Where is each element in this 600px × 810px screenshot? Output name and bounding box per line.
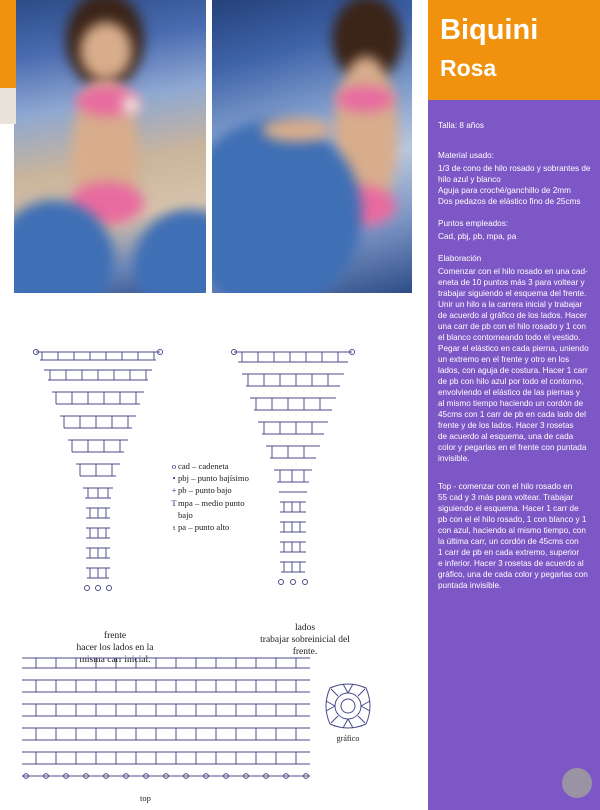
elab-line-8: un extremo en el frente y otro en los xyxy=(438,355,570,364)
chart-roseta xyxy=(322,680,374,732)
top-line-0: Top - comenzar con el hilo rosado en xyxy=(438,482,573,491)
size-label: Talla: 8 años xyxy=(438,121,484,130)
top-line-3: pb con el el hilo rosado, 1 con blanco y 1 xyxy=(438,515,587,524)
materials-line-1: hilo azul y blanco xyxy=(438,175,501,184)
caption-lados-line-1: trabajar sobreinicial del xyxy=(260,635,350,645)
materials-line-2: Aguja para croché/ganchillo de 2mm xyxy=(438,186,571,195)
elab-line-17: invisible. xyxy=(438,454,470,463)
legend-text-cad: cad – cadeneta xyxy=(178,461,229,471)
elab-line-2: trabajar siguiendo el esquema del frente. xyxy=(438,289,587,298)
top-line-8: gráfico, una de cada color y pegarlas con xyxy=(438,570,588,579)
caption-frente-line-1: hacer los lados en la xyxy=(76,643,154,653)
top-line-6: 1 carr de pb en cada extremo, superior xyxy=(438,548,580,557)
top-line-5: la última carr, un cordón de 45cms con xyxy=(438,537,579,546)
page-subtitle: Rosa xyxy=(440,55,497,81)
crochet-charts xyxy=(0,300,428,810)
legend-symbol-mpa: T xyxy=(171,497,177,508)
legend-text-pb: pb – punto bajo xyxy=(178,485,232,496)
chart-top xyxy=(16,648,316,788)
stitches-heading: Puntos empleados: xyxy=(438,219,509,228)
legend-item-3 xyxy=(170,497,280,509)
photo-band xyxy=(0,0,428,300)
elab-line-16: color y pegarlas en el frente con puntada xyxy=(438,443,587,452)
top-line-7: e inferior. Hacer 3 rosetas de acuerdo al xyxy=(438,559,584,568)
beige-accent-bar xyxy=(0,88,16,124)
stitch-legend xyxy=(170,460,280,533)
elab-line-1: eneta de 10 puntos más 3 para voltear y xyxy=(438,278,585,287)
caption-lados-line-2: frente. xyxy=(292,647,318,657)
elaboration-heading: Elaboración xyxy=(438,254,482,263)
elab-line-3: Unir un hilo a la carrera inicial y trabajar xyxy=(438,300,583,309)
chart-frente xyxy=(28,340,168,630)
caption-top: top xyxy=(140,793,151,803)
materials-line-0: 1/3 de cono de hilo rosado y sobrantes de xyxy=(438,164,591,173)
legend-text-mpa: mpa – medio punto xyxy=(178,497,245,508)
legend-item-1 xyxy=(170,472,280,484)
top-line-1: 55 cad y 3 más para voltear. Trabajar xyxy=(438,493,574,502)
caption-frente-line-0: frente xyxy=(103,631,127,641)
caption-roseta: gráfico xyxy=(336,734,360,743)
elab-line-0: Comenzar con el hilo rosado en una cad- xyxy=(438,267,588,276)
legend-item-4 xyxy=(170,509,280,521)
elab-line-5: una carr de pb con el hilo rosado y 1 con xyxy=(438,322,586,331)
elab-line-10: de pb con hilo azul por todo el contorno, xyxy=(438,377,584,386)
elab-line-4: de acuerdo al gráfico de los lados. Hacer xyxy=(438,311,587,320)
elab-line-14: frente y de los lados. Hacer 3 rosetas xyxy=(438,421,574,430)
legend-symbol-pbj: • xyxy=(172,473,176,484)
orange-accent-bar xyxy=(0,0,16,88)
legend-text-pa: pa – punto alto xyxy=(178,522,230,533)
elab-line-13: 45cms con 1 carr de pb en cada lado del xyxy=(438,410,586,419)
legend-item-0 xyxy=(170,460,280,472)
elab-line-9: lados, con aguja de costura. Hacer 1 carr xyxy=(438,366,588,375)
legend-text-pbj: pbj – punto bajísimo xyxy=(178,473,249,484)
legend-item-5 xyxy=(170,521,280,533)
legend-text-mpa-cont: bajo xyxy=(178,509,193,520)
caption-frente-line-2: misma carr inicial. xyxy=(79,655,151,665)
page-corner-dot xyxy=(562,768,592,798)
top-line-9: puntada invisible. xyxy=(438,581,502,590)
elab-line-11: envolviendo el elástico de las piernas y xyxy=(438,388,581,397)
photo-girl-back xyxy=(212,0,412,293)
elab-line-15: de acuerdo al esquema, una de cada xyxy=(438,432,574,441)
legend-symbol-pa: ᵼ xyxy=(172,522,176,533)
stitches-line-0: Cad, pbj, pb, mpa, pa xyxy=(438,232,517,241)
caption-lados-line-0: lados xyxy=(294,623,316,633)
top-line-4: con azul, haciendo al mismo tiempo, con xyxy=(438,526,586,535)
legend-symbol-pb: + xyxy=(171,485,177,496)
elab-line-7: Pegar el elástico en cada pierna, uniendo xyxy=(438,344,589,353)
top-line-2: siguiendo el esquema. Hacer 1 carr de xyxy=(438,504,579,513)
materials-heading: Material usado: xyxy=(438,151,494,160)
materials-line-3: Dos pedazos de elástico fino de 25cms xyxy=(438,197,581,206)
photo-girl-standing xyxy=(14,0,206,293)
elab-line-12: al mismo tiempo haciendo un cordón de xyxy=(438,399,584,408)
legend-item-2 xyxy=(170,484,280,496)
legend-symbol-cad: o xyxy=(171,461,177,471)
page-title: Biquini xyxy=(440,14,539,46)
elab-line-6: el blanco contorneando todo el vestido. xyxy=(438,333,581,342)
